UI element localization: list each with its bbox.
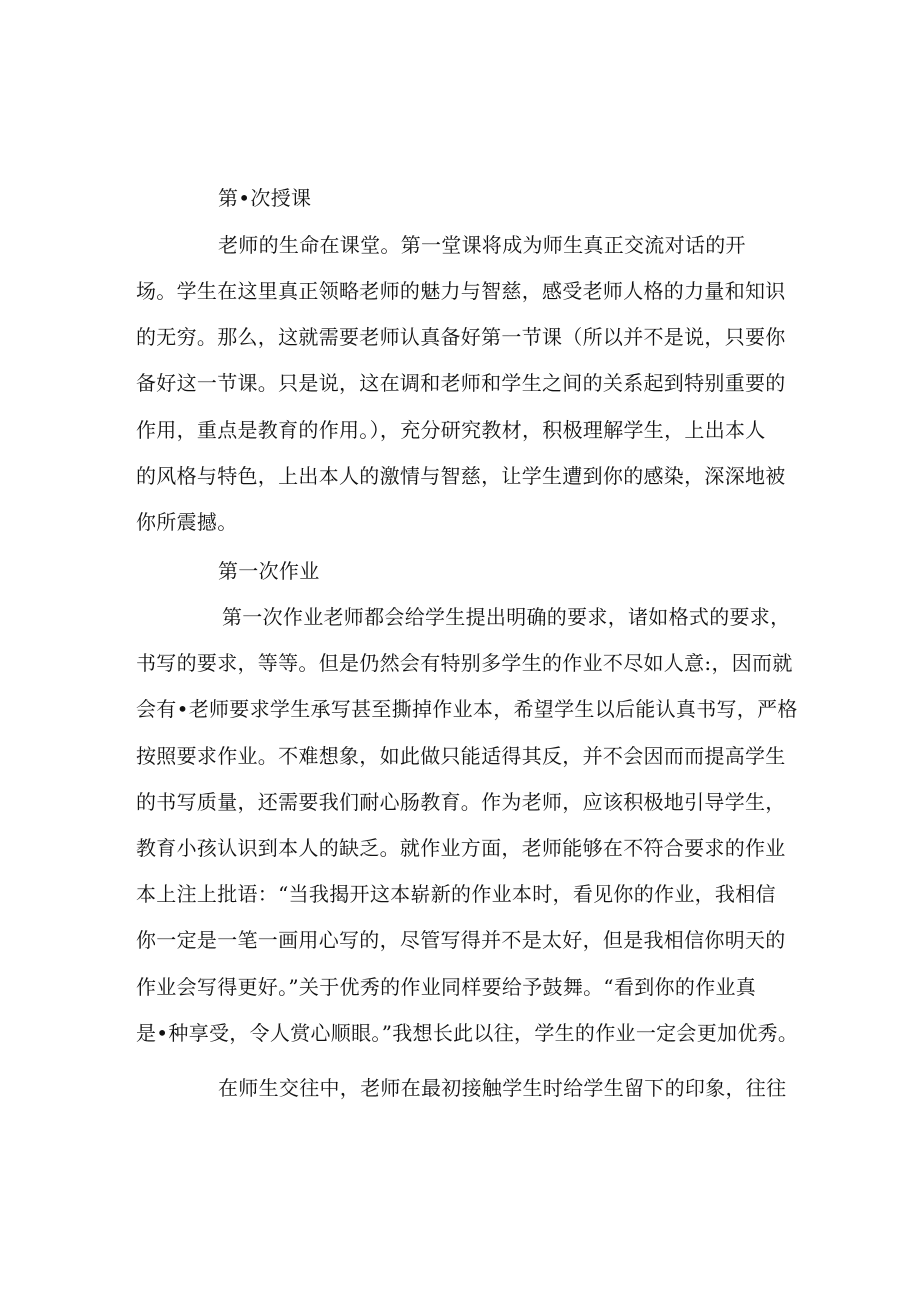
paragraph-line: 在师生交往中，老师在最初接触学生时给学生留下的印象，往往 [218, 1076, 787, 1100]
paragraph-line: 场。学生在这里真正领略老师的魅力与智慈，感受老师人格的力量和知识 [136, 279, 786, 303]
paragraph-line: 会有•老师要求学生承写甚至撕掉作业本，希望学生以后能认真书写，严格 [136, 697, 798, 721]
paragraph-line: 的书写质量，还需要我们耐心肠教育。作为老师，应该积极地引导学生， [136, 790, 786, 814]
paragraph-line: 本上注上批语：“当我揭开这本崭新的作业本时，看见你的作业，我相信 [136, 882, 776, 906]
paragraph-line: 作业会写得更好。”关于优秀的作业同样要给予鼓舞。“看到你的作业真 [136, 975, 757, 999]
paragraph-line: 的风格与特色，上出本人的激情与智慈，让学生遭到你的感染，深深地被 [136, 464, 786, 488]
paragraph-line: 书写的要求，等等。但是仍然会有特别多学生的作业不尽如人意:，因而就 [136, 651, 793, 675]
section-heading-first-homework: 第一次作业 [218, 559, 320, 583]
paragraph-line: 第一次作业老师都会给学生提出明确的要求，诸如格式的要求， [222, 605, 791, 629]
paragraph-line: 老师的生命在课堂。第一堂课将成为师生真正交流对话的开 [218, 233, 746, 257]
paragraph-line: 的无穷。那么，这就需要老师认真备好第一节课（所以并不是说，只要你 [136, 325, 786, 349]
paragraph-line: 是•种享受，令人赏心顺眼。”我想长此以往，学生的作业一定会更加优秀。 [136, 1021, 799, 1045]
section-heading-first-lesson: 第•次授课 [218, 186, 312, 210]
paragraph-line: 你所震撼。 [136, 510, 238, 534]
paragraph-line: 备好这一节课。只是说，这在调和老师和学生之间的关系起到特别重要的 [136, 371, 786, 395]
paragraph-line: 按照要求作业。不难想象，如此做只能适得其反，并不会因而而提高学生 [136, 744, 786, 768]
paragraph-line: 你一定是一笔一画用心写的，尽管写得并不是太好，但是我相信你明天的 [136, 928, 786, 952]
paragraph-line: 作用，重点是教育的作用。），充分研究教材，积极理解学生，上出本人 [136, 418, 766, 442]
paragraph-line: 教育小孩认识到本人的缺乏。就作业方面，老师能够在不符合要求的作业 [136, 836, 786, 860]
